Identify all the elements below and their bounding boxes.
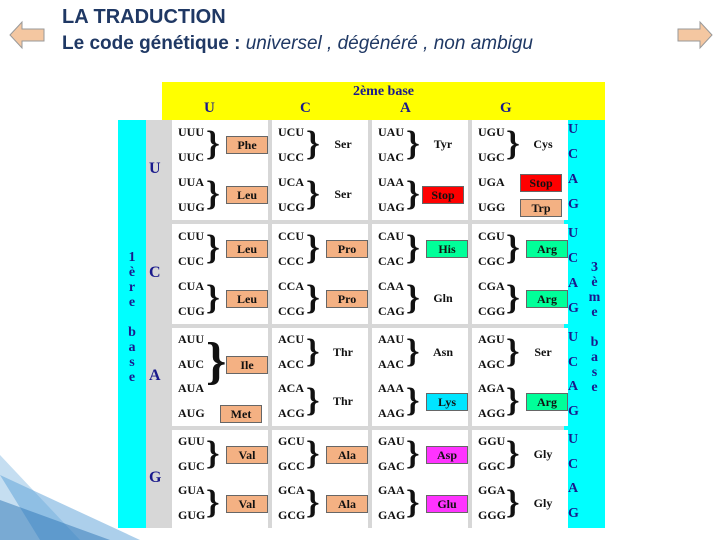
codon-label: CGU — [478, 228, 505, 243]
codon-group-brace: } — [406, 433, 420, 472]
codon-label: AUG — [178, 405, 205, 420]
amino-acid-ala: Ala — [326, 446, 368, 464]
codon-label: CAA — [378, 278, 404, 293]
third-base-letter: U — [568, 432, 579, 447]
arrow-left-icon — [8, 18, 46, 52]
amino-acid-met: Met — [220, 405, 262, 423]
codon-cell — [372, 224, 468, 324]
codon-group-brace: } — [406, 277, 420, 317]
codon-label: AUU — [178, 332, 204, 347]
amino-acid-trp: Trp — [520, 199, 562, 217]
first-base-char: a — [128, 340, 136, 355]
third-base-letter: C — [568, 251, 579, 266]
codon-group-brace: } — [306, 173, 320, 213]
codon-label: CUU — [178, 228, 204, 243]
codon-label: UGA — [478, 174, 505, 189]
third-base-letter: U — [568, 122, 579, 137]
prev-slide-button[interactable] — [8, 18, 46, 52]
codon-label: CAC — [378, 253, 404, 268]
codon-label: UUG — [178, 199, 205, 214]
amino-acid-asp: Asp — [426, 446, 468, 464]
codon-label: AGA — [478, 381, 505, 396]
codon-group-brace: } — [406, 482, 420, 521]
codon-label: UUA — [178, 174, 204, 189]
codon-group-brace: } — [306, 331, 320, 370]
codon-group-brace: } — [506, 123, 520, 163]
codon-group-brace: } — [506, 227, 520, 267]
codon-group-brace: } — [206, 173, 220, 213]
third-base-char: a — [591, 350, 598, 365]
codon-label: AUC — [178, 356, 204, 371]
codon-group-brace: } — [306, 227, 320, 267]
codon-group-brace: } — [206, 433, 220, 472]
codon-label: UCG — [278, 199, 305, 214]
amino-acid-stop: Stop — [422, 186, 464, 204]
codon-label: AAU — [378, 332, 404, 347]
codon-cell — [272, 430, 368, 528]
subtitle-terms: universel , dégénéré , non ambigu — [245, 33, 534, 54]
third-base-letter: A — [568, 172, 579, 187]
first-base-char: è — [128, 265, 136, 280]
amino-acid-ala: Ala — [326, 495, 368, 513]
codon-label: CCC — [278, 253, 304, 268]
amino-acid-gly: Gly — [533, 446, 553, 461]
codon-group-brace: } — [306, 123, 320, 163]
codon-group-brace: } — [206, 123, 220, 163]
codon-group-brace: } — [506, 482, 520, 521]
amino-acid-gly: Gly — [533, 495, 553, 510]
codon-label: CUA — [178, 278, 204, 293]
codon-label: UCC — [278, 149, 304, 164]
codon-label: GGG — [478, 507, 507, 522]
second-base-u: U — [204, 100, 215, 116]
third-base-char: s — [591, 365, 598, 380]
amino-acid-leu: Leu — [226, 240, 268, 258]
codon-group-brace: } — [306, 433, 320, 472]
codon-label: CAG — [378, 303, 405, 318]
codon-label: AGG — [478, 405, 506, 420]
codon-cell — [472, 120, 568, 220]
codon-label: UAA — [378, 174, 404, 189]
amino-acid-val: Val — [226, 446, 268, 464]
first-base-a: A — [149, 367, 161, 384]
codon-label: CCA — [278, 278, 304, 293]
third-base-letter: G — [568, 301, 579, 316]
codon-label: CCU — [278, 228, 304, 243]
codon-label: AGU — [478, 332, 505, 347]
second-base-a: A — [400, 100, 411, 116]
codon-label: GAG — [378, 507, 406, 522]
codon-group-brace: } — [406, 227, 420, 267]
codon-cell — [472, 430, 568, 528]
page-title: LA TRADUCTION — [62, 6, 226, 28]
third-base-letter: G — [568, 505, 579, 521]
codon-group-brace: } — [206, 482, 220, 521]
codon-label: ACG — [278, 405, 305, 420]
amino-acid-his: His — [426, 240, 468, 258]
codon-label: CGA — [478, 278, 505, 293]
amino-acid-ser: Ser — [534, 344, 552, 359]
codon-label: GAA — [378, 483, 405, 498]
codon-cell — [272, 120, 368, 220]
amino-acid-lys: Lys — [426, 393, 468, 411]
third-base-char: m — [588, 290, 601, 305]
codon-group-brace: } — [406, 173, 420, 213]
amino-acid-leu: Leu — [226, 186, 268, 204]
arrow-right-icon — [676, 18, 714, 52]
first-base-char: b — [128, 325, 136, 340]
codon-group-brace: } — [506, 277, 520, 317]
amino-acid-gln: Gln — [433, 291, 453, 305]
amino-acid-arg: Arg — [526, 393, 568, 411]
codon-cell — [472, 224, 568, 324]
amino-acid-arg: Arg — [526, 240, 568, 258]
third-base-char: e — [591, 305, 598, 320]
first-base-g: G — [149, 469, 162, 486]
codon-label: ACA — [278, 381, 304, 396]
page-subtitle — [62, 33, 533, 55]
subtitle-prefix: Le code génétique : — [62, 33, 246, 54]
codon-cell — [172, 328, 268, 426]
codon-label: CGC — [478, 253, 505, 268]
codon-cell — [172, 120, 268, 220]
codon-label: AAA — [378, 381, 404, 396]
first-base-char: s — [129, 355, 135, 370]
codon-label: CAU — [378, 228, 404, 243]
codon-label: GGA — [478, 483, 506, 498]
amino-acid-phe: Phe — [226, 136, 268, 154]
codon-label: UAU — [378, 124, 404, 139]
codon-cell — [272, 224, 368, 324]
codon-cell — [372, 328, 468, 426]
second-base-g: G — [500, 100, 512, 116]
amino-acid-glu: Glu — [426, 495, 468, 513]
codon-label: GCU — [278, 434, 305, 449]
codon-label: AGC — [478, 356, 505, 371]
codon-group-brace: } — [406, 123, 420, 163]
first-base-char: e — [128, 370, 136, 385]
first-base-char: e — [128, 295, 136, 310]
codon-label: GCA — [278, 483, 305, 498]
amino-acid-pro: Pro — [326, 290, 368, 308]
third-base-letter: A — [568, 481, 579, 496]
codon-group-brace: } — [506, 331, 520, 370]
codon-label: GUA — [178, 483, 205, 498]
codon-label: ACU — [278, 332, 304, 347]
amino-acid-thr: Thr — [332, 393, 353, 408]
codon-group-brace: } — [306, 482, 320, 521]
codon-group-brace: } — [306, 277, 320, 317]
first-base-char: r — [128, 280, 136, 295]
third-base-char: 3 — [591, 260, 598, 275]
amino-acid-arg: Arg — [526, 290, 568, 308]
codon-label: GGC — [478, 458, 506, 473]
third-base-letter: G — [568, 197, 579, 212]
codon-label: AAG — [378, 405, 405, 420]
third-base-letter: C — [568, 147, 579, 162]
third-base-label — [584, 260, 605, 395]
codon-label: GCC — [278, 458, 305, 473]
third-base-char: b — [590, 335, 599, 350]
codon-label: GAC — [378, 458, 405, 473]
third-base-letter: C — [568, 456, 579, 472]
amino-acid-cys: Cys — [533, 137, 553, 151]
amino-acid-stop: Stop — [520, 174, 562, 192]
codon-label: GGU — [478, 434, 506, 449]
amino-acid-pro: Pro — [326, 240, 368, 258]
amino-acid-ser: Ser — [334, 137, 352, 151]
codon-label: UUC — [178, 149, 204, 164]
codon-cell — [172, 430, 268, 528]
first-base-char: 1 — [128, 250, 136, 265]
amino-acid-leu: Leu — [226, 290, 268, 308]
next-slide-button[interactable] — [676, 18, 714, 52]
codon-label: AUA — [178, 381, 204, 396]
codon-group-brace: } — [206, 277, 220, 317]
first-base-u: U — [149, 160, 161, 177]
codon-group-brace: } — [306, 380, 320, 419]
codon-label: UCA — [278, 174, 304, 189]
codon-label: CGG — [478, 303, 506, 318]
second-base-title: 2ème base — [352, 84, 415, 99]
codon-label: CUC — [178, 253, 204, 268]
first-base-label — [118, 250, 146, 385]
genetic-code-table — [118, 82, 605, 528]
amino-acid-thr: Thr — [332, 344, 353, 359]
codon-cell — [372, 430, 468, 528]
third-base-char: è — [591, 275, 598, 290]
third-base-letter: U — [568, 330, 579, 345]
amino-acid-tyr: Tyr — [433, 137, 453, 151]
codon-label: UGC — [478, 149, 505, 164]
codon-label: GCG — [278, 507, 306, 522]
codon-label: GUC — [178, 458, 205, 473]
codon-group-brace: } — [506, 380, 520, 419]
second-base-header — [162, 82, 605, 120]
third-base-letter: G — [568, 403, 579, 419]
codon-label: AAC — [378, 356, 404, 371]
codon-label: UUU — [178, 124, 204, 139]
codon-cell — [272, 328, 368, 426]
codon-cell — [372, 120, 468, 220]
codon-group-brace: } — [406, 380, 420, 419]
codon-group-brace: } — [206, 333, 227, 391]
amino-acid-ile: Ile — [226, 356, 268, 374]
third-base-char: e — [591, 380, 598, 395]
amino-acid-asn: Asn — [432, 344, 453, 359]
second-base-c: C — [300, 100, 311, 116]
codon-group-brace: } — [406, 331, 420, 370]
third-base-letter: A — [568, 379, 579, 394]
codon-label: UAC — [378, 149, 404, 164]
codon-label: ACC — [278, 356, 304, 371]
third-base-char — [584, 320, 605, 335]
codon-label: UGG — [478, 199, 506, 214]
amino-acid-ser: Ser — [334, 187, 352, 201]
codon-label: UAG — [378, 199, 405, 214]
codon-group-brace: } — [506, 433, 520, 472]
third-base-letter: C — [568, 354, 579, 370]
first-base-char — [118, 310, 146, 325]
first-base-c: C — [149, 264, 161, 281]
third-base-letter: A — [568, 276, 579, 291]
codon-label: GUU — [178, 434, 205, 449]
codon-label: CUG — [178, 303, 205, 318]
third-base-letter: U — [568, 226, 579, 241]
codon-group-brace: } — [206, 227, 220, 267]
codon-label: GAU — [378, 434, 405, 449]
codon-label: GUG — [178, 507, 206, 522]
codon-label: UGU — [478, 124, 505, 139]
amino-acid-val: Val — [226, 495, 268, 513]
codon-label: UCU — [278, 124, 304, 139]
codon-cell — [472, 328, 568, 426]
codon-cell — [172, 224, 268, 324]
codon-label: CCG — [278, 303, 305, 318]
